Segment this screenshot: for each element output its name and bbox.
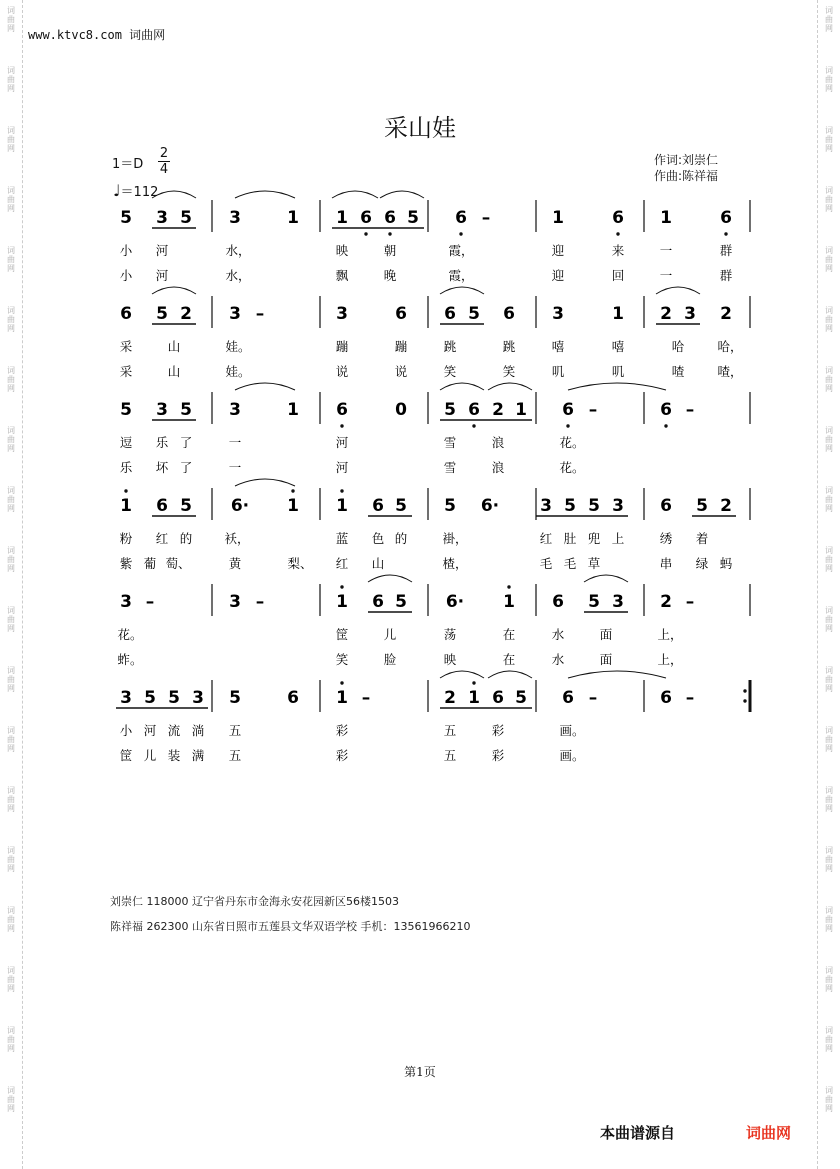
jianpu-note: 5 [229,688,241,708]
lyric-verse-2: 浪 [491,460,505,475]
lyric-verse-2: 迎 [551,268,565,283]
footer-brand: 词曲网 [746,1124,792,1142]
lyric-verse-2: 了 [179,460,193,475]
watermark-text: 词 曲 网 [825,126,833,153]
lyric-verse-1: 彩 [491,723,505,738]
jianpu-note: 1 [503,592,515,612]
lyric-verse-1: 霞， [448,243,474,258]
jianpu-note: 6 [492,688,504,708]
slur [440,671,484,678]
quarter-note-icon: ♩ [113,181,121,200]
lyric-verse-2: 五 [228,748,242,763]
lyric-verse-2: 河 [335,460,349,475]
jianpu-note: 5 [395,496,407,516]
lyric-verse-1: 在 [502,627,516,642]
jianpu-note: 5 [144,688,156,708]
lyric-verse-1: 红 [155,531,169,546]
lyric-verse-1: 一 [228,435,242,450]
octave-dot [388,232,391,235]
lyric-verse-2: 蚂 [719,556,733,571]
meter-top: 2 [159,146,169,161]
jianpu-note: 3 [336,304,348,324]
lyric-verse-1: 群 [719,243,733,258]
octave-dot [459,232,462,235]
jianpu-note: 3 [552,304,564,324]
slur [235,191,295,198]
lyric-verse-2: 上， [657,652,683,667]
jianpu-note: 1 [336,496,348,516]
lyric-verse-1: 花。 [117,627,143,642]
lyric-verse-1: 画。 [559,723,585,738]
lyric-verse-1: 嘻 [611,339,625,354]
jianpu-note: 6 [612,208,624,228]
lyric-verse-1: 着 [695,531,709,546]
lyric-verse-2: 喳 [671,364,685,379]
jianpu-note: 3 [120,592,132,612]
watermark-text: 词 曲 网 [7,486,15,513]
jianpu-note: 5 [564,496,576,516]
jianpu-note: 1 [336,208,348,228]
jianpu-note: 6 [384,208,396,228]
lyric-verse-2: 串 [659,556,673,571]
lyric-verse-2: 映 [443,652,457,667]
lyric-verse-2: 飘 [335,268,349,283]
slur [235,383,295,390]
lyric-verse-2: 叽 [551,364,565,379]
lyric-verse-2: 山 [371,556,385,571]
lyric-verse-2: 绿 [695,556,709,571]
jianpu-note: 6 [720,208,732,228]
watermark-text: 词 曲 网 [825,486,833,513]
lyric-verse-2: 说 [394,364,408,379]
octave-dot [724,232,727,235]
lyric-verse-2: 画。 [559,748,585,763]
jianpu-note: 1 [120,496,132,516]
jianpu-note: 5 [696,496,708,516]
jianpu-note: 6 [372,496,384,516]
lyric-verse-2: 紫 [119,556,133,571]
watermark-text: 词 曲 网 [7,1086,15,1113]
lyric-verse-1: 哈， [717,339,743,354]
jianpu-note: 6· [445,592,465,612]
lyric-verse-1: 上 [611,531,625,546]
jianpu-note: 1 [468,688,480,708]
lyric-verse-1: 色 [371,531,385,546]
lyric-verse-2: 雪 [443,460,457,475]
jianpu-note: 5 [180,400,192,420]
tempo-value: ＝112 [120,185,159,200]
slur [440,383,484,390]
jianpu-note: 5 [156,304,168,324]
jianpu-note: 2 [444,688,456,708]
lyric-verse-1: 映 [335,243,349,258]
jianpu-note: 0 [395,400,407,420]
jianpu-note: 5 [468,304,480,324]
page-title: 采山娃 [384,114,456,142]
jianpu-note: 5 [180,496,192,516]
jianpu-note: – [588,688,598,708]
jianpu-note: – [481,208,491,228]
jianpu-note: 3 [612,592,624,612]
meter-bottom: 4 [159,162,169,177]
watermark-text: 词 曲 网 [825,6,833,33]
jianpu-note: 1 [336,592,348,612]
octave-dot [472,681,475,684]
lyric-verse-1: 水 [551,627,565,642]
lyric-verse-1: 五 [228,723,242,738]
jianpu-note: 5 [120,400,132,420]
lyric-verse-1: 的 [394,531,408,546]
lyric-verse-2: 回 [611,268,625,283]
lyric-verse-2: 毛 [539,556,553,571]
jianpu-note: 3 [229,592,241,612]
watermark-text: 词 曲 网 [825,546,833,573]
jianpu-note: – [685,400,695,420]
lyric-verse-1: 采 [119,339,133,354]
watermark-text: 词 曲 网 [7,246,15,273]
slur [440,287,484,294]
slur [152,287,196,294]
jianpu-note: 3 [229,208,241,228]
lyric-verse-2: 草 [587,556,601,571]
jianpu-note: 3 [229,400,241,420]
octave-dot [340,585,343,588]
jianpu-note: 6· [230,496,250,516]
jianpu-note: 1 [552,208,564,228]
watermark-text: 词 曲 网 [7,366,15,393]
lyric-verse-2: 装 [167,748,181,763]
lyric-verse-2: 山 [167,364,181,379]
octave-dot [566,424,569,427]
jianpu-note: 5 [588,592,600,612]
lyric-verse-1: 水， [225,243,251,258]
jianpu-note: 2 [180,304,192,324]
lyric-verse-2: 楂， [442,556,468,571]
jianpu-note: 5 [407,208,419,228]
lyric-verse-2: 黄 [228,556,242,571]
jianpu-note: – [685,592,695,612]
repeat-dot [743,699,746,702]
slur [368,575,412,582]
jianpu-note: 5 [444,400,456,420]
repeat-dot [743,689,746,692]
lyric-verse-1: 小 [119,243,133,258]
lyric-verse-1: 跳 [443,339,457,354]
key-signature: 1＝D [112,157,144,172]
watermark-text: 词 曲 网 [7,186,15,213]
jianpu-note: 2 [720,496,732,516]
jianpu-note: 6 [156,496,168,516]
lyric-verse-2: 面 [599,652,613,667]
lyric-verse-1: 筐 [335,627,349,642]
slur [584,575,628,582]
lyric-verse-1: 五 [443,723,457,738]
slur [488,383,532,390]
slur [656,287,700,294]
lyric-verse-2: 花。 [559,460,585,475]
octave-dot [124,489,127,492]
lyric-verse-2: 葡 [143,556,157,571]
lyric-verse-1: 娃。 [225,339,251,354]
octave-dot [340,489,343,492]
lyric-verse-1: 的 [179,531,193,546]
jianpu-note: 1 [612,304,624,324]
jianpu-note: 1 [287,496,299,516]
lyric-verse-2: 毛 [563,556,577,571]
slur [235,479,295,486]
lyric-verse-1: 山 [167,339,181,354]
lyric-verse-2: 笑 [443,364,457,379]
watermark-text: 词 曲 网 [825,1086,833,1113]
lyric-verse-1: 粉 [119,531,133,546]
lyric-verse-1: 上， [657,627,683,642]
jianpu-note: 2 [660,304,672,324]
jianpu-note: 3 [156,208,168,228]
lyric-verse-2: 在 [502,652,516,667]
lyric-verse-2: 小 [119,268,133,283]
lyric-verse-2: 笑 [335,652,349,667]
jianpu-note: 3 [229,304,241,324]
lyric-verse-2: 乐 [119,460,133,475]
lyric-verse-1: 乐 [155,435,169,450]
slur [568,671,666,678]
jianpu-note: 6 [444,304,456,324]
jianpu-note: 6 [360,208,372,228]
contact-lyricist: 刘崇仁 118000 辽宁省丹东市金海永安花园新区56楼1503 [110,895,399,908]
lyric-verse-1: 河 [143,723,157,738]
watermark-text: 词 曲 网 [825,786,833,813]
lyric-verse-2: 群 [719,268,733,283]
watermark-text: 词 曲 网 [825,1026,833,1053]
jianpu-note: 3 [192,688,204,708]
lyric-verse-1: 褂， [442,531,468,546]
watermark-text: 词 曲 网 [7,6,15,33]
watermark-text: 词 曲 网 [7,546,15,573]
watermark-text: 词 曲 网 [825,846,833,873]
lyric-verse-2: 一 [659,268,673,283]
lyric-verse-1: 蹦 [335,339,349,354]
watermark-text: 词 曲 网 [825,366,833,393]
jianpu-note: 5 [588,496,600,516]
watermark-text: 词 曲 网 [7,846,15,873]
lyric-verse-1: 了 [179,435,193,450]
jianpu-note: 6 [468,400,480,420]
jianpu-note: 3 [120,688,132,708]
lyric-verse-1: 袄， [224,531,250,546]
watermark-text: 词 曲 网 [7,66,15,93]
lyric-verse-1: 荡 [443,627,457,642]
jianpu-note: 6 [660,688,672,708]
jianpu-note: 3 [684,304,696,324]
jianpu-note: – [255,592,265,612]
jianpu-note: 1 [287,400,299,420]
lyric-verse-1: 兜 [587,531,601,546]
lyric-verse-2: 萄、 [165,556,191,571]
jianpu-note: 2 [492,400,504,420]
jianpu-note: – [361,688,371,708]
jianpu-note: 5 [120,208,132,228]
lyric-verse-2: 喳， [717,364,743,379]
jianpu-note: 5 [444,496,456,516]
watermark-text: 词 曲 网 [825,186,833,213]
jianpu-note: 5 [515,688,527,708]
slur [568,383,666,390]
lyric-verse-1: 红 [539,531,553,546]
jianpu-note: 6 [455,208,467,228]
lyric-verse-2: 娃。 [225,364,251,379]
jianpu-note: 6 [562,400,574,420]
lyric-verse-1: 儿 [383,627,397,642]
lyric-verse-2: 五 [443,748,457,763]
jianpu-note: 6 [287,688,299,708]
watermark-text: 词 曲 网 [825,306,833,333]
lyric-verse-2: 霞， [448,268,474,283]
octave-dot [616,232,619,235]
lyric-verse-2: 红 [335,556,349,571]
lyric-verse-2: 说 [335,364,349,379]
lyric-verse-1: 花。 [559,435,585,450]
lyric-verse-1: 跳 [502,339,516,354]
lyric-verse-2: 水 [551,652,565,667]
lyric-verse-1: 来 [611,243,625,258]
octave-dot [507,585,510,588]
jianpu-note: 5 [395,592,407,612]
lyric-verse-1: 河 [335,435,349,450]
lyric-verse-1: 哈 [671,339,685,354]
jianpu-note: 3 [540,496,552,516]
jianpu-note: 6 [503,304,515,324]
watermark-text: 词 曲 网 [7,966,15,993]
slur [332,191,378,198]
jianpu-note: 3 [156,400,168,420]
watermark-text: 词 曲 网 [7,126,15,153]
lyric-verse-1: 朝 [383,243,397,258]
octave-dot [291,489,294,492]
lyric-verse-2: 采 [119,364,133,379]
lyric-verse-2: 水， [225,268,251,283]
watermark-text: 词 曲 网 [825,426,833,453]
lyric-verse-2: 蚱。 [117,652,143,667]
contact-composer: 陈祥福 262300 山东省日照市五莲县文华双语学校 手机：13561966210 [110,920,471,933]
lyric-verse-1: 彩 [335,723,349,738]
lyric-verse-1: 迎 [551,243,565,258]
lyric-verse-2: 河 [155,268,169,283]
site-header: www.ktvc8.com 词曲网 [28,28,166,42]
octave-dot [472,424,475,427]
lyric-verse-2: 一 [228,460,242,475]
lyric-verse-1: 蹦 [394,339,408,354]
jianpu-note: 6· [480,496,500,516]
lyric-verse-1: 逗 [119,435,133,450]
lyric-verse-2: 筐 [119,748,133,763]
lyric-verse-2: 满 [191,748,205,763]
octave-dot [340,681,343,684]
lyric-verse-2: 彩 [491,748,505,763]
jianpu-note: 6 [552,592,564,612]
lyric-verse-1: 雪 [443,435,457,450]
jianpu-note: 6 [660,400,672,420]
jianpu-note: 6 [372,592,384,612]
watermark-text: 词 曲 网 [7,666,15,693]
jianpu-note: 6 [660,496,672,516]
page-number: 第1页 [404,1065,436,1079]
slur [488,671,532,678]
lyric-verse-2: 晚 [383,268,397,283]
watermark-text: 词 曲 网 [7,306,15,333]
watermark-text: 词 曲 网 [7,726,15,753]
lyric-verse-1: 一 [659,243,673,258]
lyric-verse-1: 肚 [563,531,577,546]
jianpu-note: 1 [515,400,527,420]
watermark-text: 词 曲 网 [825,906,833,933]
watermark-text: 词 曲 网 [7,906,15,933]
jianpu-note: 6 [562,688,574,708]
lyric-verse-1: 小 [119,723,133,738]
lyric-verse-1: 河 [155,243,169,258]
jianpu-note: 1 [660,208,672,228]
jianpu-note: 3 [612,496,624,516]
octave-dot [364,232,367,235]
jianpu-note: 1 [336,688,348,708]
watermark-text: 词 曲 网 [825,726,833,753]
watermark-text: 词 曲 网 [825,666,833,693]
jianpu-note: – [145,592,155,612]
jianpu-note: 2 [720,304,732,324]
lyric-verse-2: 彩 [335,748,349,763]
watermark-text: 词 曲 网 [825,966,833,993]
lyric-verse-1: 流 [167,723,181,738]
lyric-verse-2: 叽 [611,364,625,379]
lyric-verse-1: 面 [599,627,613,642]
composer: 作曲:陈祥福 [654,169,719,183]
lyric-verse-2: 儿 [143,748,157,763]
lyric-verse-1: 淌 [191,723,205,738]
watermark-text: 词 曲 网 [825,66,833,93]
jianpu-note: – [255,304,265,324]
lyric-verse-2: 脸 [383,652,397,667]
slur [152,191,196,198]
lyric-verse-2: 坏 [155,460,169,475]
jianpu-note: 5 [180,208,192,228]
octave-dot [340,424,343,427]
watermark-text: 词 曲 网 [7,426,15,453]
watermark-text: 词 曲 网 [7,606,15,633]
watermark-text: 词 曲 网 [825,606,833,633]
jianpu-note: 1 [287,208,299,228]
footer-source-label: 本曲谱源自 [600,1124,676,1142]
watermark-text: 词 曲 网 [7,786,15,813]
jianpu-note: 5 [168,688,180,708]
watermark-text: 词 曲 网 [7,1026,15,1053]
lyric-verse-1: 浪 [491,435,505,450]
lyric-verse-1: 嘻 [551,339,565,354]
slur [380,191,424,198]
octave-dot [664,424,667,427]
lyric-verse-2: 笑 [502,364,516,379]
lyric-verse-1: 蓝 [335,531,349,546]
jianpu-note: – [685,688,695,708]
jianpu-note: 6 [395,304,407,324]
lyric-verse-2: 梨、 [287,556,313,571]
jianpu-note: – [588,400,598,420]
watermark-text: 词 曲 网 [825,246,833,273]
lyricist: 作词:刘崇仁 [654,153,719,167]
lyric-verse-1: 绣 [659,531,673,546]
jianpu-note: 6 [120,304,132,324]
jianpu-note: 6 [336,400,348,420]
jianpu-note: 2 [660,592,672,612]
